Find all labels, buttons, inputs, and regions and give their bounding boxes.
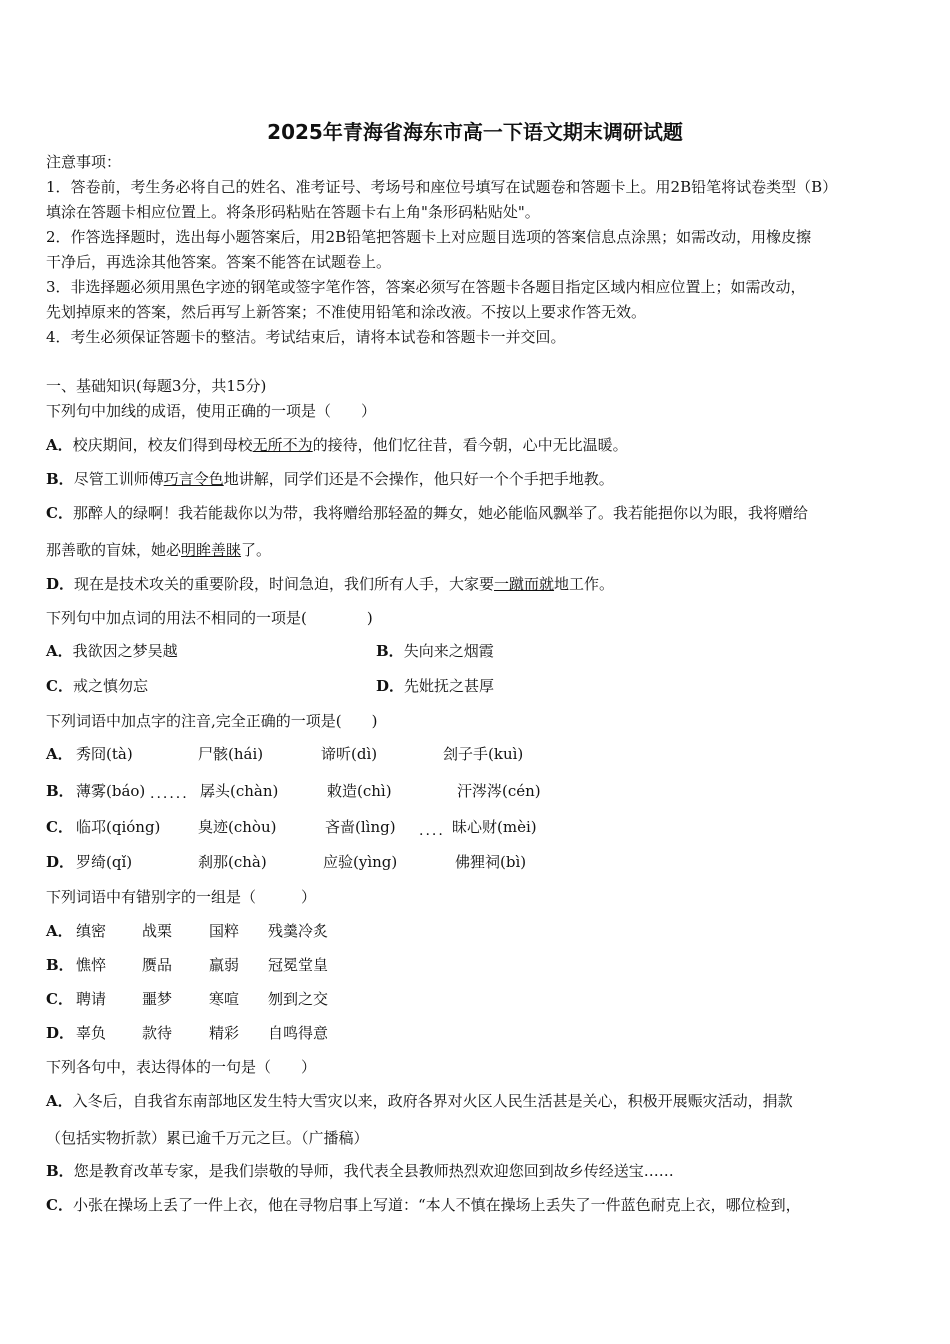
- option-text: 我欲因之梦吴越: [72, 642, 178, 660]
- option-label: A．: [46, 642, 73, 660]
- option-text: 了。: [241, 541, 272, 559]
- notice-heading: 注意事项：: [46, 153, 122, 171]
- option-label: A．: [46, 1092, 73, 1110]
- notice-line: 干净后，再选涂其他答案。答案不能答在试题卷上。: [46, 253, 392, 271]
- option-text: 的接待，他们忆往昔，看今朝，心中无比温暖。: [312, 436, 628, 454]
- word-item: 自鸣得意: [268, 1024, 329, 1042]
- pinyin-item: 敕造(chì): [327, 782, 392, 800]
- option-text: 小张在操场上丢了一件上衣，他在寻物启事上写道：“本人不慎在操场上丢失了一件蓝色耐克上衣，哪位检到，: [72, 1196, 801, 1214]
- word-item: 国粹: [209, 922, 240, 940]
- q1-option-c: [46, 503, 808, 523]
- option-label: A．: [46, 436, 73, 454]
- page-title: 2025年青海省海东市高一下语文期末调研试题: [267, 120, 683, 144]
- word-item: 缜密: [76, 922, 107, 940]
- q1-stem: 下列句中加线的成语，使用正确的一项是（ ）: [46, 402, 377, 420]
- emphasis-dots: ....: [419, 823, 445, 839]
- pinyin-item: 孱头(chàn): [200, 782, 279, 800]
- q5-stem: 下列各句中，表达得体的一句是（ ）: [46, 1058, 317, 1076]
- word-item: 噩梦: [142, 990, 173, 1008]
- pinyin-item: 秀冏(tà): [76, 745, 133, 763]
- option-label: C．: [46, 677, 73, 695]
- q2-option-c: [46, 676, 148, 696]
- option-label: B．: [46, 782, 74, 800]
- q2-option-b: [376, 641, 494, 661]
- option-text: 尽管工训师傅: [73, 470, 164, 488]
- word-item: 寒喧: [209, 990, 240, 1008]
- q5-option-a: [46, 1091, 793, 1111]
- q5-option-b: [46, 1161, 674, 1181]
- pinyin-item: 吝啬(lìng): [325, 818, 396, 836]
- option-label: D．: [46, 1024, 75, 1042]
- pinyin-item: 临邛(qióng): [76, 818, 161, 836]
- pinyin-item: 汗涔涔(cén): [457, 782, 541, 800]
- pinyin-item: 刽子手(kuì): [443, 745, 524, 763]
- option-label: B．: [376, 642, 404, 660]
- option-text: 失向来之烟霞: [403, 642, 494, 660]
- option-label: B．: [46, 1162, 74, 1180]
- option-text: 那善歌的盲妹，她必: [46, 541, 182, 559]
- word-item: 羸弱: [209, 956, 240, 974]
- option-text: 戒之慎勿忘: [72, 677, 148, 695]
- notice-line: 3．非选择题必须用黑色字迹的钢笔或签字笔作答，答案必须写在答题卡各题目指定区域内相应位置上；如需改动，: [46, 278, 806, 296]
- word-item: 精彩: [209, 1024, 240, 1042]
- option-text: 入冬后，自我省东南部地区发生特大雪灾以来，政府各界对火区人民生活甚是关心，积极开展赈灾活动，捐款: [72, 1092, 793, 1110]
- q1-option-b: [46, 469, 614, 489]
- q4-stem: 下列词语中有错别字的一组是（ ）: [46, 888, 317, 906]
- q1-option-a: [46, 435, 628, 455]
- option-text: 现在是技术攻关的重要阶段，时间急迫，我们所有人手，大家要: [74, 575, 495, 593]
- emphasis-dots: ......: [150, 786, 189, 802]
- option-label: B．: [46, 470, 74, 488]
- option-label: C．: [46, 1196, 73, 1214]
- pinyin-item: 昧心财(mèi): [452, 818, 537, 836]
- pinyin-item: 谛听(dì): [321, 745, 378, 763]
- option-label: D．: [46, 853, 75, 871]
- option-label: C．: [46, 818, 73, 836]
- word-item: 赝品: [142, 956, 173, 974]
- word-item: 刎到之交: [268, 990, 329, 1008]
- q1-option-d: [46, 574, 614, 594]
- notice-line: 先划掉原来的答案，然后再写上新答案；不准使用铅笔和涂改液。不按以上要求作答无效。: [46, 303, 647, 321]
- word-item: 辜负: [76, 1024, 107, 1042]
- q2-option-d: [376, 676, 494, 696]
- option-label: D．: [376, 677, 405, 695]
- q2-option-a: [46, 641, 178, 661]
- word-item: 战栗: [142, 922, 173, 940]
- option-text: 校庆期间，校友们得到母校: [72, 436, 253, 454]
- word-item: 残羹冷炙: [268, 922, 329, 940]
- word-item: 聘请: [76, 990, 107, 1008]
- option-text: 那醉人的绿啊！我若能裁你以为带，我将赠给那轻盈的舞女，她必能临风飘举了。我若能挹你以为眼，我将赠给: [72, 504, 808, 522]
- option-label: C．: [46, 504, 73, 522]
- option-label: D．: [46, 575, 75, 593]
- q5-option-c: [46, 1195, 801, 1215]
- option-text: 地工作。: [554, 575, 615, 593]
- option-label: A．: [46, 745, 73, 763]
- notice-line: 2．作答选择题时，选出每小题答案后，用2B铅笔把答题卡上对应题目选项的答案信息点涂黑；如需改动，用橡皮擦: [46, 228, 812, 246]
- option-label: A．: [46, 922, 73, 940]
- underlined-idiom: 巧言令色: [163, 470, 224, 488]
- pinyin-item: 罗绮(qǐ): [76, 853, 133, 871]
- q3-stem: 下列词语中加点字的注音,完全正确的一项是( ): [46, 712, 378, 730]
- option-text: 先妣抚之甚厚: [404, 677, 495, 695]
- pinyin-item: 臭迹(chòu): [198, 818, 277, 836]
- option-label: C．: [46, 990, 73, 1008]
- q1-option-c-cont: [46, 540, 271, 560]
- pinyin-item: 薄雾(báo): [76, 782, 146, 800]
- section-heading: 一、基础知识(每题3分，共15分): [46, 377, 267, 395]
- notice-line: 填涂在答题卡相应位置上。将条形码粘贴在答题卡右上角"条形码粘贴处"。: [46, 203, 540, 221]
- word-item: 款待: [142, 1024, 173, 1042]
- underlined-idiom: 无所不为: [252, 436, 313, 454]
- pinyin-item: 佛狸祠(bì): [455, 853, 527, 871]
- underlined-idiom: 一蹴而就: [494, 575, 555, 593]
- pinyin-item: 尸骸(hái): [198, 745, 264, 763]
- underlined-idiom: 明眸善睐: [181, 541, 242, 559]
- notice-line: 4．考生必须保证答题卡的整洁。考试结束后，请将本试卷和答题卡一并交回。: [46, 328, 566, 346]
- option-label: B．: [46, 956, 74, 974]
- word-item: 憔悴: [76, 956, 107, 974]
- word-item: 冠冕堂皇: [268, 956, 329, 974]
- q5-option-a-cont: （包括实物折款）累已逾千万元之巨。（广播稿）: [46, 1129, 369, 1147]
- q2-stem: 下列句中加点词的用法不相同的一项是( ): [46, 609, 373, 627]
- option-text: 地讲解，同学们还是不会操作，他只好一个个手把手地教。: [223, 470, 614, 488]
- notice-line: 1．答卷前，考生务必将自己的姓名、准考证号、考场号和座位号填写在试题卷和答题卡上。用2B铅笔将试卷类型（B）: [46, 178, 838, 196]
- option-text: 您是教育改革专家，是我们崇敬的导师，我代表全县教师热烈欢迎您回到故乡传经送宝……: [73, 1162, 674, 1180]
- pinyin-item: 刹那(chà): [198, 853, 267, 871]
- pinyin-item: 应验(yìng): [323, 853, 398, 871]
